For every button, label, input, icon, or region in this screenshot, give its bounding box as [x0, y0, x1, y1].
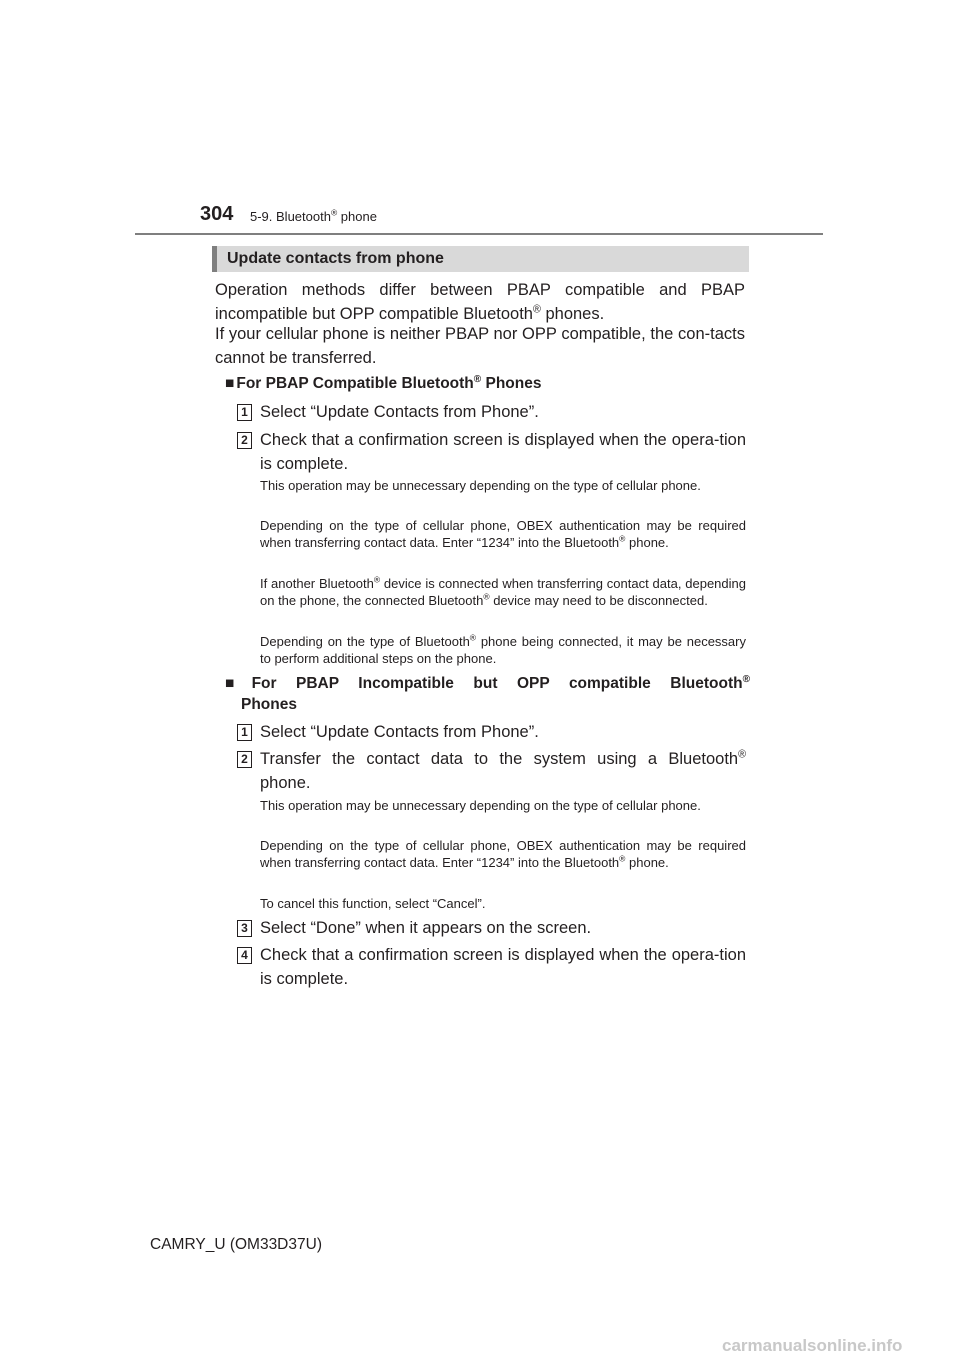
footer-model-code: CAMRY_U (OM33D37U) — [150, 1236, 322, 1253]
step-text: Check that a confirmation screen is displayed when the opera-tion is complete. — [260, 946, 746, 988]
step-badge: 2 — [237, 432, 252, 449]
note-text: To cancel this function, select “Cancel”. — [260, 896, 486, 911]
subheading-pbap-compatible: ■ For PBAP Compatible Bluetooth® Phones — [225, 373, 542, 392]
section-title: 5-9. Bluetooth® phone — [250, 207, 377, 224]
section-heading: Update contacts from phone — [227, 250, 444, 267]
watermark: carmanualsonline.info — [722, 1336, 903, 1355]
step-text: Check that a confirmation screen is displayed when the opera-tion is complete. — [260, 431, 746, 473]
note-text: This operation may be unnecessary depending on the type of cellular phone. — [260, 798, 701, 813]
section-heading-box — [212, 246, 749, 272]
step-badge: 3 — [237, 920, 252, 937]
step-text: phone. — [260, 774, 311, 792]
step-text: Select “Done” when it appears on the screen. — [260, 919, 592, 937]
note-text: Depending on the type of cellular phone, OBEX authentication may be required when transferring contact data. Enter “1234” into the Bluetooth® phone. — [260, 518, 746, 550]
step-badge: 2 — [237, 751, 252, 768]
step-text: Select “Update Contacts from Phone”. — [260, 403, 539, 421]
subheading-opp-compatible: ■ For PBAP Incompatible but OPP compatible Bluetooth® — [225, 673, 750, 692]
intro-paragraph-1: Operation methods differ between PBAP compatible and PBAP incompatible but OPP compatible Bluetooth® phones. — [215, 281, 745, 323]
step-text: Select “Update Contacts from Phone”. — [260, 723, 539, 741]
note-text: This operation may be unnecessary depending on the type of cellular phone. — [260, 478, 701, 493]
subheading-opp-compatible-line2: Phones — [241, 696, 297, 713]
step-text: Transfer the contact data to the system using a Bluetooth® — [260, 748, 746, 768]
note-text: Depending on the type of Bluetooth® phone being connected, it may be necessary to perform additional steps on the phone. — [260, 632, 746, 666]
intro-paragraph-2: If your cellular phone is neither PBAP nor OPP compatible, the con-tacts cannot be transferred. — [215, 325, 745, 367]
step-badge: 4 — [237, 947, 252, 964]
step-badge: 1 — [237, 404, 252, 421]
step-badge: 1 — [237, 724, 252, 741]
note-text: Depending on the type of cellular phone, OBEX authentication may be required when transferring contact data. Enter “1234” into the Bluetooth® phone. — [260, 838, 746, 870]
page-number: 304 — [200, 203, 234, 225]
note-text: If another Bluetooth® device is connected when transferring contact data, depending on the phone, the connected Bluetooth® device may need to be disconnected. — [260, 574, 746, 608]
header-rule — [135, 233, 823, 235]
